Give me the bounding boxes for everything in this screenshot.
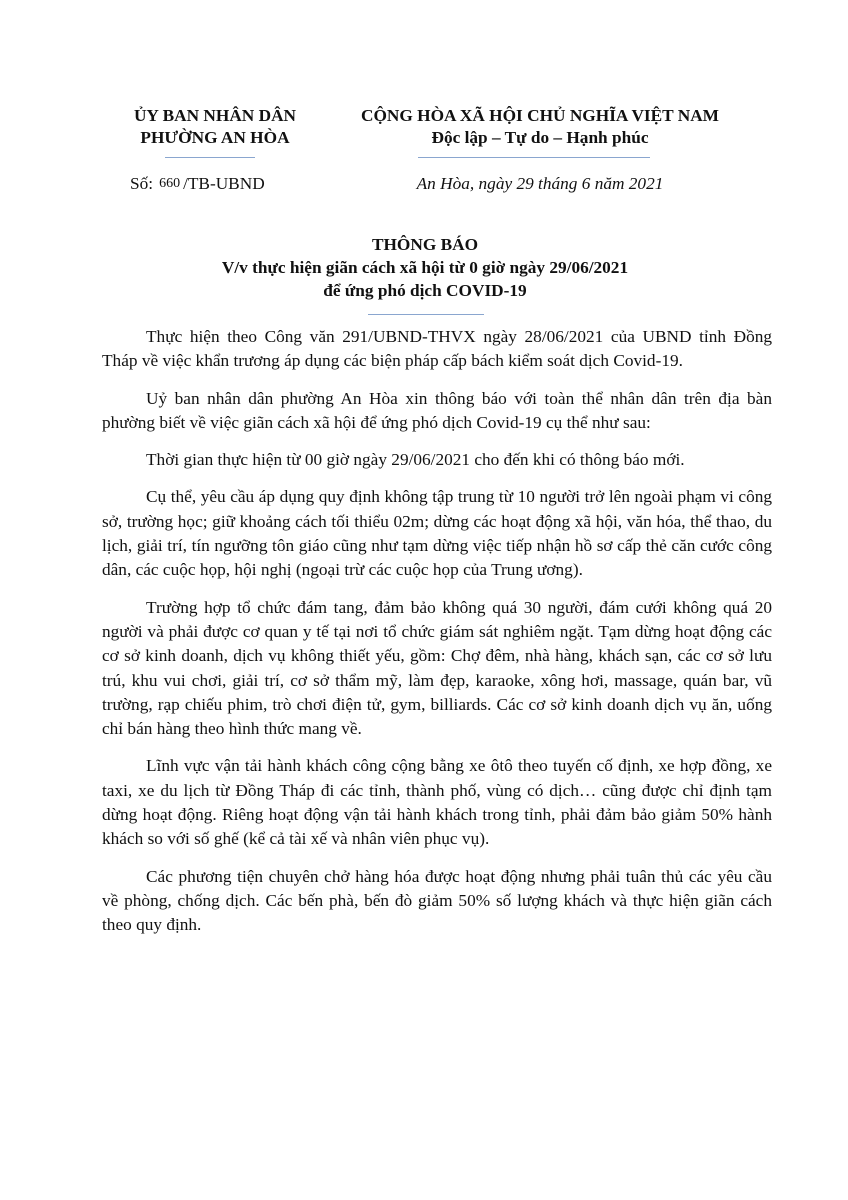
title-main: THÔNG BÁO xyxy=(371,235,479,254)
paragraph: Thực hiện theo Công văn 291/UBND-THVX ngày 28/06/2021 của UBND tỉnh Đồng Tháp về việc khẩn trương áp dụng các biện pháp cấp bách kiểm soát dịch Covid-19. xyxy=(102,327,772,371)
doc-number-prefix: Số: xyxy=(130,174,154,193)
motto-underline xyxy=(418,157,650,158)
doc-number-value: 660 xyxy=(159,176,181,191)
paragraph: Các phương tiện chuyên chở hàng hóa được hoạt động nhưng phải tuân thủ các yêu cầu về phòng, chống dịch. Các bến phà, bến đò giảm 50% số lượng khách và thực hiện giãn cách theo quy định. xyxy=(102,866,772,935)
motto: Độc lập – Tự do – Hạnh phúc xyxy=(431,128,649,147)
doc-number-suffix: /TB-UBND xyxy=(183,174,265,193)
paragraph: Thời gian thực hiện từ 00 giờ ngày 29/06/2021 cho đến khi có thông báo mới. xyxy=(146,450,685,470)
nation-name: CỘNG HÒA XÃ HỘI CHỦ NGHĨA VIỆT NAM xyxy=(361,106,719,125)
title-underline xyxy=(368,314,484,315)
national-motto xyxy=(325,105,755,149)
title-subject-line-2: để ứng phó dịch COVID-19 xyxy=(323,281,527,300)
authority-underline xyxy=(165,157,255,158)
authority-line-1: ỦY BAN NHÂN DÂN xyxy=(133,106,297,125)
paragraph: Trường hợp tổ chức đám tang, đảm bảo không quá 30 người, đám cưới không quá 20 người và phải được cơ quan y tế tại nơi tổ chức giám sát nghiêm ngặt. Tạm dừng hoạt động các cơ sở kinh doanh, dịch vụ không thiết yếu, gồm: Chợ đêm, nhà hàng, khách sạn, các cơ sở lưu trú, khu vui chơi, giải trí, cơ sở thẩm mỹ, làm đẹp, karaoke, xông hơi, massage, quán bar, vũ trường, rạp chiếu phim, trò chơi điện tử, gym, billiards. Các cơ sở kinh doanh dịch vụ ăn, uống chỉ bán hàng theo hình thức mang về. xyxy=(102,597,772,739)
paragraph: Uỷ ban nhân dân phường An Hòa xin thông báo với toàn thể nhân dân trên địa bàn phường biết về việc giãn cách xã hội để ứng phó dịch Covid-19 cụ thể như sau: xyxy=(102,388,772,432)
issue-date: An Hòa, ngày 29 tháng 6 năm 2021 xyxy=(416,174,664,193)
authority-line-2: PHƯỜNG AN HÒA xyxy=(140,128,290,147)
document-title xyxy=(80,233,770,302)
issuing-authority xyxy=(110,105,320,149)
paragraph: Lĩnh vực vận tải hành khách công cộng bằng xe ôtô theo tuyến cố định, xe hợp đồng, xe taxi, xe du lịch từ Đồng Tháp đi các tỉnh, thành phố, vùng có dịch… cũng được chỉ định tạm dừng hoạt động. Riêng hoạt động vận tải hành khách trong tỉnh, phải đảm bảo giảm 50% hành khách so với số ghế (kể cả tài xế và nhân viên phục vụ). xyxy=(102,756,772,849)
title-subject-line-1: V/v thực hiện giãn cách xã hội từ 0 giờ ngày 29/06/2021 xyxy=(221,258,629,277)
document-body xyxy=(102,325,772,951)
paragraph: Cụ thể, yêu cầu áp dụng quy định không tập trung từ 10 người trở lên ngoài phạm vi công sở, trường học; giữ khoảng cách tối thiểu 02m; dừng các hoạt động xã hội, văn hóa, thể thao, du lịch, giải trí, tín ngưỡng tôn giáo cũng như tạm dừng việc tiếp nhận hồ sơ cấp thẻ căn cước công dân, các cuộc họp, hội nghị (ngoại trừ các cuộc họp của Trung ương). xyxy=(102,487,772,580)
document-number xyxy=(130,174,265,194)
